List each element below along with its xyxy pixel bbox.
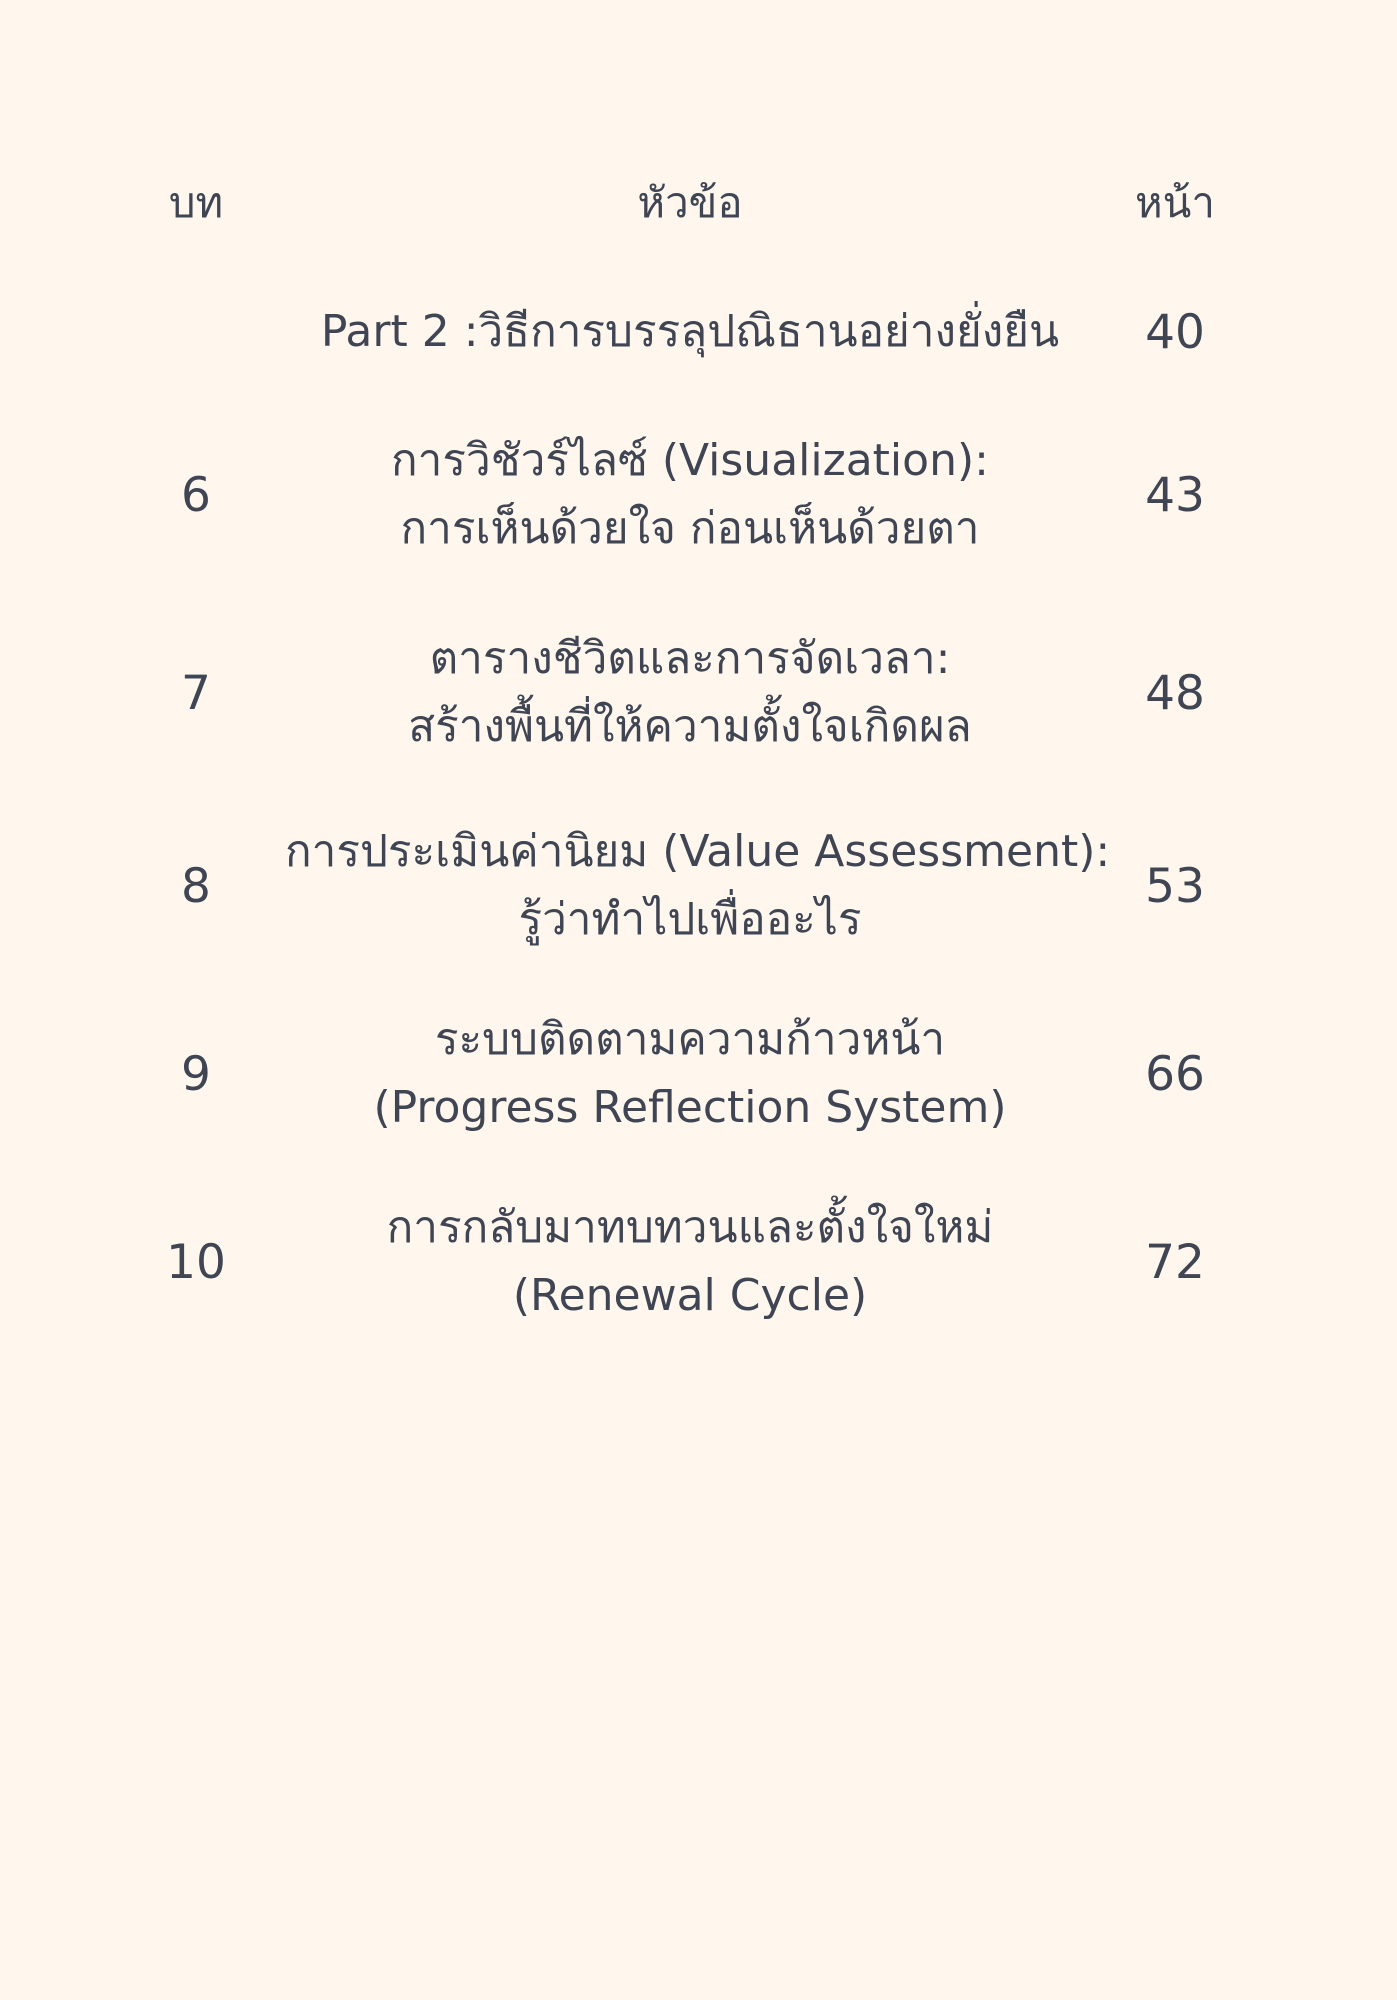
chapter-title-line-2: (Renewal Cycle) — [512, 1270, 868, 1321]
page-number: 66 — [1145, 1046, 1205, 1102]
chapter-title-line-1: การประเมินค่านิยม (Value Assessment): — [285, 826, 1111, 877]
chapter-title — [285, 1006, 1095, 1142]
toc-row[interactable] — [150, 816, 1250, 956]
topic-column-header: หัวข้อ — [637, 178, 743, 227]
chapter-title-line-2: รู้ว่าทำไปเพื่ออะไร — [518, 894, 862, 945]
chapter-title — [285, 1194, 1095, 1330]
chapter-title-line-2: การเห็นด้วยใจ ก่อนเห็นด้วยตา — [400, 503, 980, 554]
page-column-header: หน้า — [1135, 178, 1215, 227]
chapter-title-line-1: ตารางชีวิตและการจัดเวลา: — [429, 633, 951, 684]
chapter-column-header: บท — [168, 178, 224, 227]
chapter-title-line-1: การกลับมาทบทวนและตั้งใจใหม่ — [386, 1202, 994, 1253]
toc-row[interactable] — [150, 292, 1250, 372]
chapter-title-line-1: ระบบติดตามความก้าวหน้า — [434, 1014, 946, 1065]
chapter-title-line-1: การวิชัวร์ไลซ์ (Visualization): — [391, 435, 989, 486]
chapter-number: 9 — [181, 1046, 211, 1102]
page-number: 40 — [1145, 304, 1205, 360]
page-number: 48 — [1145, 665, 1205, 721]
page-number: 53 — [1145, 858, 1205, 914]
chapter-title — [285, 427, 1095, 563]
page-number: 72 — [1145, 1234, 1205, 1290]
chapter-title-line-2: สร้างพื้นที่ให้ความตั้งใจเกิดผล — [408, 701, 972, 752]
toc-row[interactable] — [150, 623, 1250, 763]
chapter-number: 6 — [181, 467, 211, 523]
chapter-number: 8 — [181, 858, 211, 914]
chapter-title — [285, 625, 1095, 761]
page-number: 43 — [1145, 467, 1205, 523]
chapter-title-line-1: Part 2 :วิธีการบรรลุปณิธานอย่างยั่งยืน — [320, 306, 1060, 357]
toc-row[interactable] — [150, 1192, 1250, 1332]
chapter-number: 10 — [166, 1234, 226, 1290]
chapter-number: 7 — [181, 665, 211, 721]
toc-header — [150, 168, 1250, 238]
chapter-title-line-2: (Progress Reflection System) — [373, 1082, 1007, 1133]
toc-row[interactable] — [150, 1004, 1250, 1144]
chapter-title — [285, 818, 1111, 954]
toc-row[interactable] — [150, 425, 1250, 565]
chapter-title — [285, 298, 1095, 366]
